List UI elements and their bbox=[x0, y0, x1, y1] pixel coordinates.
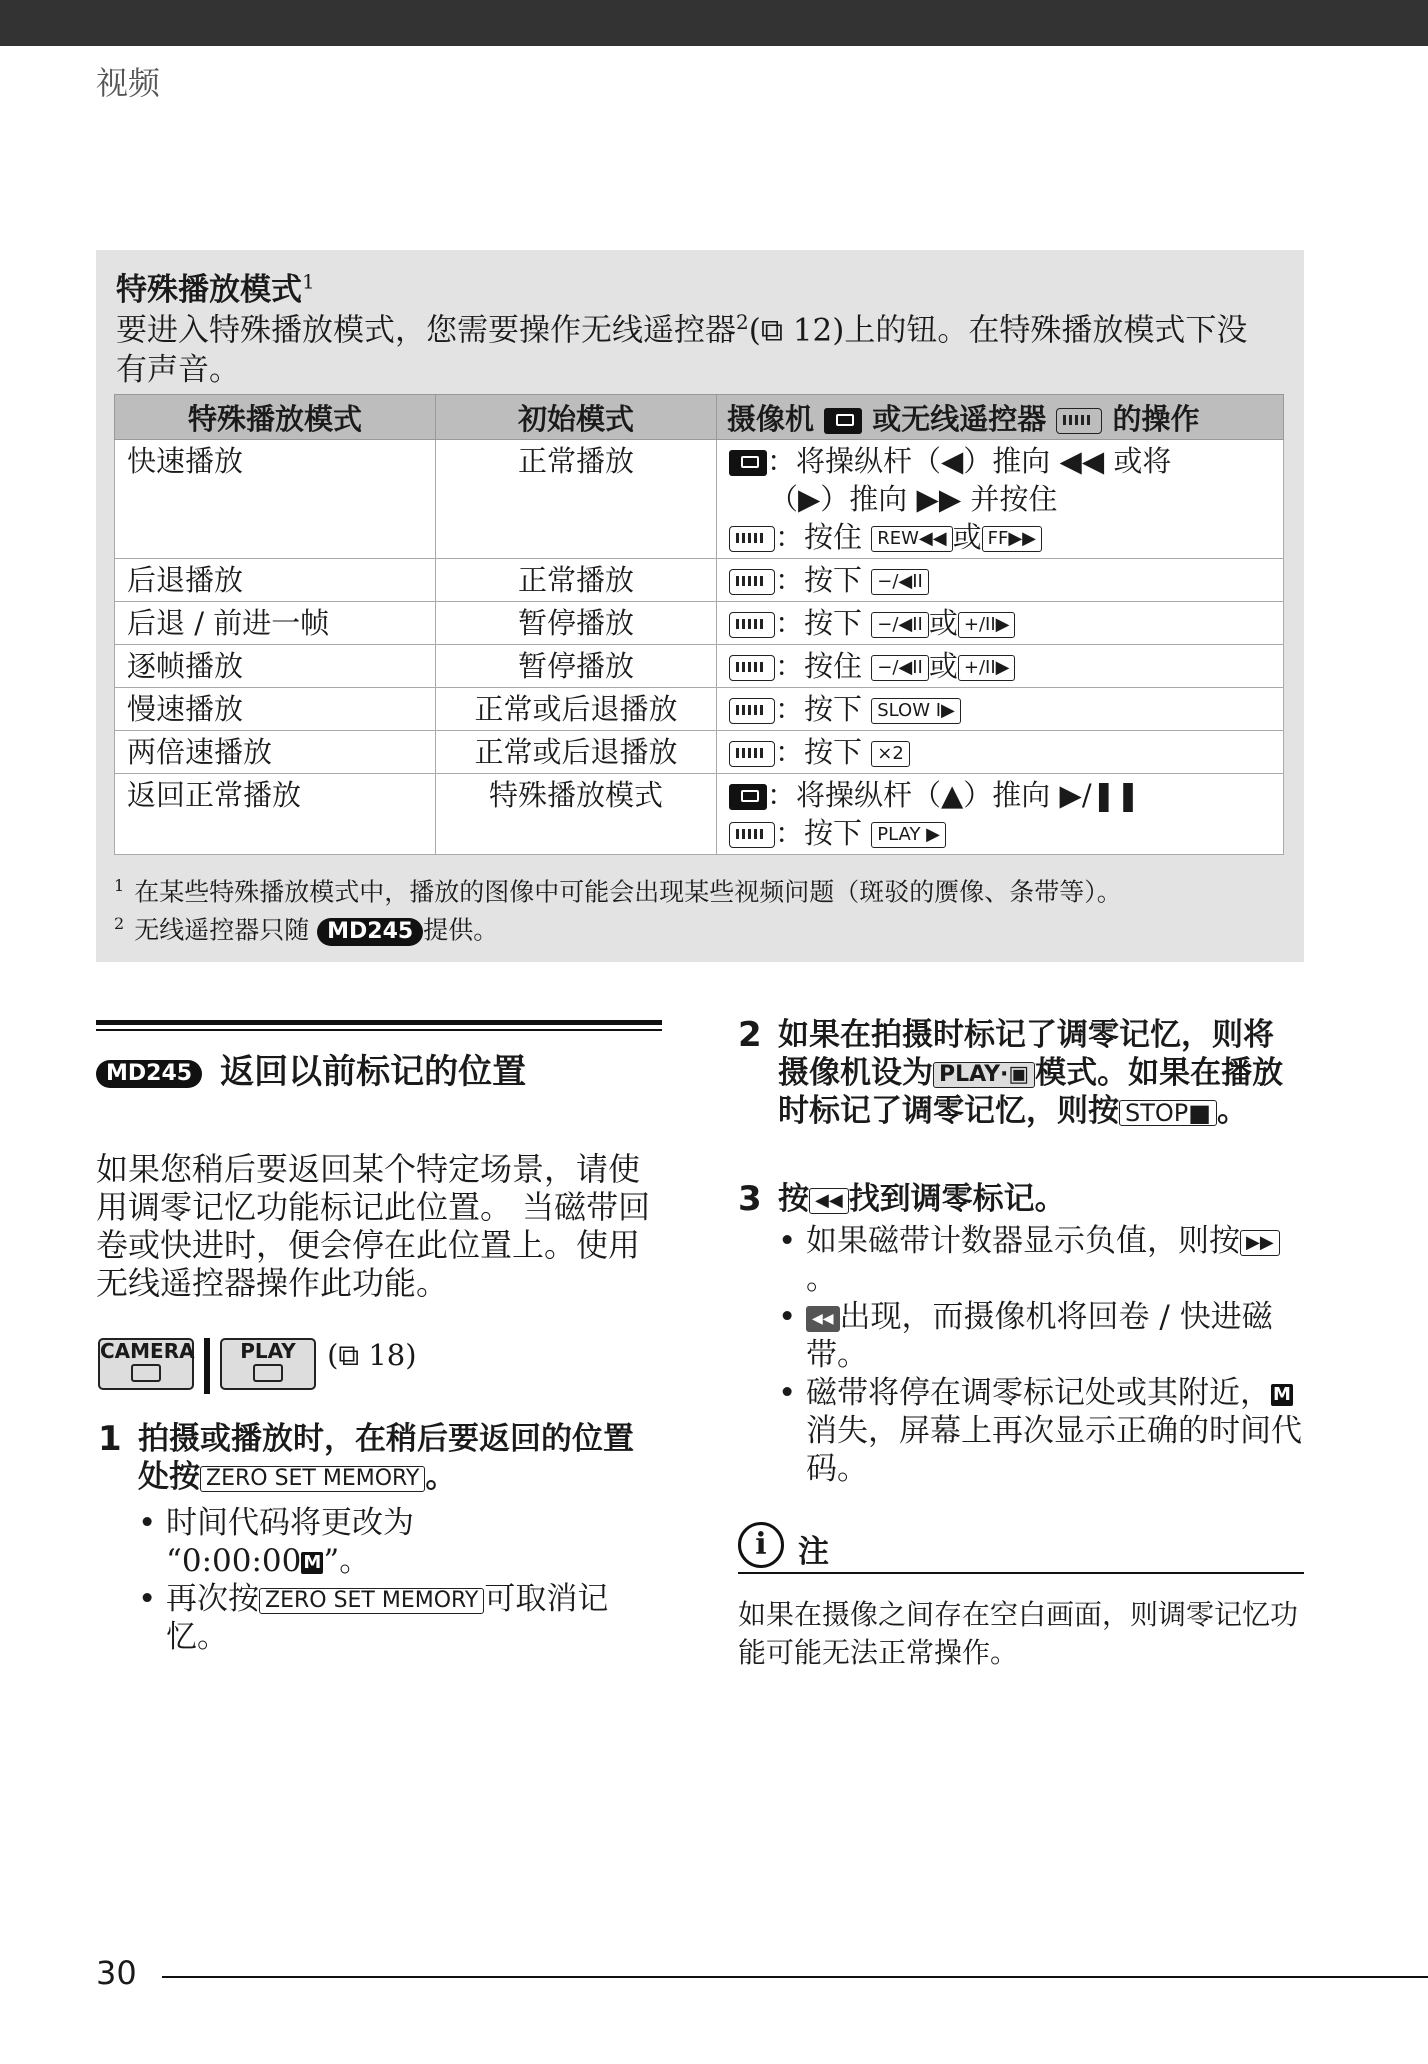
step-2: 2 如果在拍摄时标记了调零记忆，则将摄像机设为 PLAY·▣ 模式。如果在播放时标记了调零记忆，则按 STOP■ 。 bbox=[738, 1015, 1284, 1129]
operation-text: ：按住 bbox=[775, 649, 863, 683]
remote-control-icon bbox=[729, 655, 775, 681]
model-badge: MD245 bbox=[96, 1060, 202, 1088]
cell-initial: 正常播放 bbox=[436, 559, 717, 602]
operation-joiner: 或 bbox=[928, 606, 958, 640]
cell-operation bbox=[717, 645, 1284, 688]
camera-joystick-icon bbox=[729, 450, 767, 476]
step3-bullet-3: • 磁带将停在调零标记处或其附近， M消失，屏幕上再次显示正确的时间代码。 bbox=[806, 1374, 1304, 1488]
remote-control-icon bbox=[729, 612, 775, 638]
tape-icon bbox=[253, 1364, 283, 1382]
intro-paragraph: 如果您稍后要返回某个特定场景，请使用调零记忆功能标记此位置。 当磁带回卷或快进时，便会停在此位置上。使用无线遥控器操作此功能。 bbox=[96, 1150, 651, 1302]
header-mode: 特殊播放模式 bbox=[115, 395, 436, 440]
cell-initial: 正常播放 bbox=[436, 440, 717, 559]
section-label: 视频 bbox=[96, 64, 161, 102]
step3-bullet-1: • 如果磁带计数器显示负值，则按 ▶▶。 bbox=[806, 1222, 1304, 1298]
header-operation: 摄像机 或无线遥控器 的操作 bbox=[717, 395, 1284, 440]
table-header-row bbox=[115, 395, 1284, 440]
step-1: 1 拍摄或播放时，在稍后要返回的位置处按 ZERO SET MEMORY 。 bbox=[98, 1419, 634, 1495]
model-badge: MD245 bbox=[317, 918, 423, 946]
remote-key: −/◀II bbox=[871, 612, 929, 638]
page-reference: (⧉ 18) bbox=[327, 1338, 417, 1372]
remote-key: REW◀◀ bbox=[871, 526, 952, 552]
remote-control-icon bbox=[729, 698, 775, 724]
zero-set-memory-key: ZERO SET MEMORY bbox=[200, 1466, 425, 1492]
table-row bbox=[115, 645, 1284, 688]
footer-rule bbox=[162, 1976, 1428, 1978]
box-intro: 要进入特殊播放模式，您需要操作无线遥控器$^2$(⧉ 12)上的钮。在特殊播放模式下没有声音。 bbox=[116, 310, 1248, 389]
play-mode-icon: PLAY bbox=[220, 1338, 316, 1390]
operation-text: ：按下 bbox=[775, 606, 863, 640]
remote-key: +/II▶ bbox=[958, 655, 1016, 681]
operation-text: ：按下 bbox=[775, 563, 863, 597]
mode-separator bbox=[204, 1338, 210, 1394]
operation-text: ：按下 bbox=[775, 735, 863, 769]
special-playback-table bbox=[114, 394, 1284, 855]
cell-operation bbox=[717, 559, 1284, 602]
footnote-2: $^2$ 无线遥控器只随 MD245 提供。 bbox=[114, 914, 499, 945]
table-row bbox=[115, 440, 1284, 559]
remote-control-icon bbox=[729, 569, 775, 595]
cell-operation bbox=[717, 774, 1284, 855]
cell-mode: 慢速播放 bbox=[115, 688, 436, 731]
operation-text: （▶）推向 ▶▶ 并按住 bbox=[769, 482, 1058, 516]
remote-control-icon bbox=[1056, 408, 1102, 434]
step3-bullet-2: • ◀◀ 出现，而摄像机将回卷 / 快进磁带。 bbox=[806, 1298, 1304, 1374]
remote-key: FF▶▶ bbox=[982, 526, 1042, 552]
remote-key: −/◀II bbox=[871, 655, 929, 681]
remote-key: ×2 bbox=[871, 741, 910, 767]
cell-operation bbox=[717, 731, 1284, 774]
operation-line bbox=[729, 776, 1271, 814]
operation-line bbox=[729, 442, 1271, 480]
section-rule-thin bbox=[96, 1029, 662, 1031]
operation-line bbox=[729, 814, 1271, 852]
remote-key: +/II▶ bbox=[958, 612, 1016, 638]
step-3: 3 按 ◀◀ 找到调零标记。 bbox=[738, 1179, 1066, 1219]
mode-icons bbox=[98, 1338, 417, 1392]
stop-key: STOP■ bbox=[1119, 1100, 1217, 1126]
play-mode-key: PLAY·▣ bbox=[933, 1062, 1035, 1088]
header-initial: 初始模式 bbox=[436, 395, 717, 440]
camera-mode-icon: CAMERA bbox=[98, 1338, 194, 1390]
box-title: 特殊播放模式$^1$ bbox=[116, 269, 315, 308]
cell-mode: 两倍速播放 bbox=[115, 731, 436, 774]
operation-line bbox=[729, 647, 1271, 685]
remote-control-icon bbox=[729, 741, 775, 767]
section-heading: MD245 返回以前标记的位置 bbox=[96, 1044, 526, 1093]
operation-text: ：将操纵杆（▲）推向 ▶/❚❚ bbox=[767, 778, 1141, 812]
cell-mode: 返回正常播放 bbox=[115, 774, 436, 855]
fast-forward-key: ▶▶ bbox=[1240, 1230, 1280, 1256]
section-rule bbox=[96, 1020, 662, 1025]
camera-joystick-icon bbox=[824, 408, 862, 434]
operation-line bbox=[729, 480, 1271, 518]
operation-text: ：按下 bbox=[775, 692, 863, 726]
page-number: 30 bbox=[96, 1954, 137, 1992]
top-bar bbox=[0, 0, 1428, 46]
cell-mode: 快速播放 bbox=[115, 440, 436, 559]
camera-joystick-icon bbox=[729, 784, 767, 810]
operation-line bbox=[729, 561, 1271, 599]
cell-mode: 后退 / 前进一帧 bbox=[115, 602, 436, 645]
table-row bbox=[115, 774, 1284, 855]
cell-operation bbox=[717, 688, 1284, 731]
operation-line bbox=[729, 733, 1271, 771]
note-text: 如果在摄像之间存在空白画面，则调零记忆功能可能无法正常操作。 bbox=[738, 1598, 1299, 1669]
cell-initial: 暂停播放 bbox=[436, 602, 717, 645]
remote-control-icon bbox=[729, 822, 775, 848]
operation-line bbox=[729, 604, 1271, 642]
rewind-indicator-icon: ◀◀ bbox=[806, 1306, 840, 1332]
table-row bbox=[115, 602, 1284, 645]
tape-icon bbox=[131, 1364, 161, 1382]
remote-control-icon bbox=[729, 526, 775, 552]
cell-operation bbox=[717, 440, 1284, 559]
operation-joiner: 或 bbox=[928, 649, 958, 683]
m-marker-icon: M bbox=[301, 1552, 323, 1574]
cell-initial: 特殊播放模式 bbox=[436, 774, 717, 855]
rewind-key: ◀◀ bbox=[809, 1188, 849, 1214]
note-title: 注 bbox=[798, 1534, 829, 1570]
operation-joiner: 或 bbox=[952, 520, 982, 554]
step1-bullet-1: • 时间代码将更改为 “0:00:00 M”。 bbox=[166, 1504, 662, 1580]
note-rule bbox=[738, 1572, 1304, 1574]
cell-mode: 后退播放 bbox=[115, 559, 436, 602]
cell-initial: 正常或后退播放 bbox=[436, 731, 717, 774]
step1-bullet-2: • 再次按 ZERO SET MEMORY 可取消记忆。 bbox=[166, 1580, 662, 1656]
zero-set-memory-key: ZERO SET MEMORY bbox=[259, 1588, 484, 1614]
operation-text: ：按下 bbox=[775, 816, 863, 850]
table-row bbox=[115, 688, 1284, 731]
info-icon: i bbox=[738, 1522, 784, 1568]
cell-mode: 逐帧播放 bbox=[115, 645, 436, 688]
m-marker-icon: M bbox=[1271, 1384, 1293, 1406]
operation-line bbox=[729, 518, 1271, 556]
operation-text: ：按住 bbox=[775, 520, 863, 554]
cell-operation bbox=[717, 602, 1284, 645]
footnotes bbox=[114, 870, 1122, 947]
remote-key: −/◀II bbox=[871, 569, 929, 595]
table-row bbox=[115, 559, 1284, 602]
cell-initial: 正常或后退播放 bbox=[436, 688, 717, 731]
cell-initial: 暂停播放 bbox=[436, 645, 717, 688]
table-row bbox=[115, 731, 1284, 774]
remote-key: PLAY ▶ bbox=[871, 822, 946, 848]
footnote-1: $^1$ 在某些特殊播放模式中，播放的图像中可能会出现某些视频问题（斑驳的赝像、条带等）。 bbox=[114, 876, 1122, 907]
special-playback-box bbox=[96, 250, 1304, 962]
operation-text: ：将操纵杆（◀）推向 ◀◀ 或将 bbox=[767, 444, 1172, 478]
operation-line bbox=[729, 690, 1271, 728]
remote-key: SLOW I▶ bbox=[871, 698, 961, 724]
